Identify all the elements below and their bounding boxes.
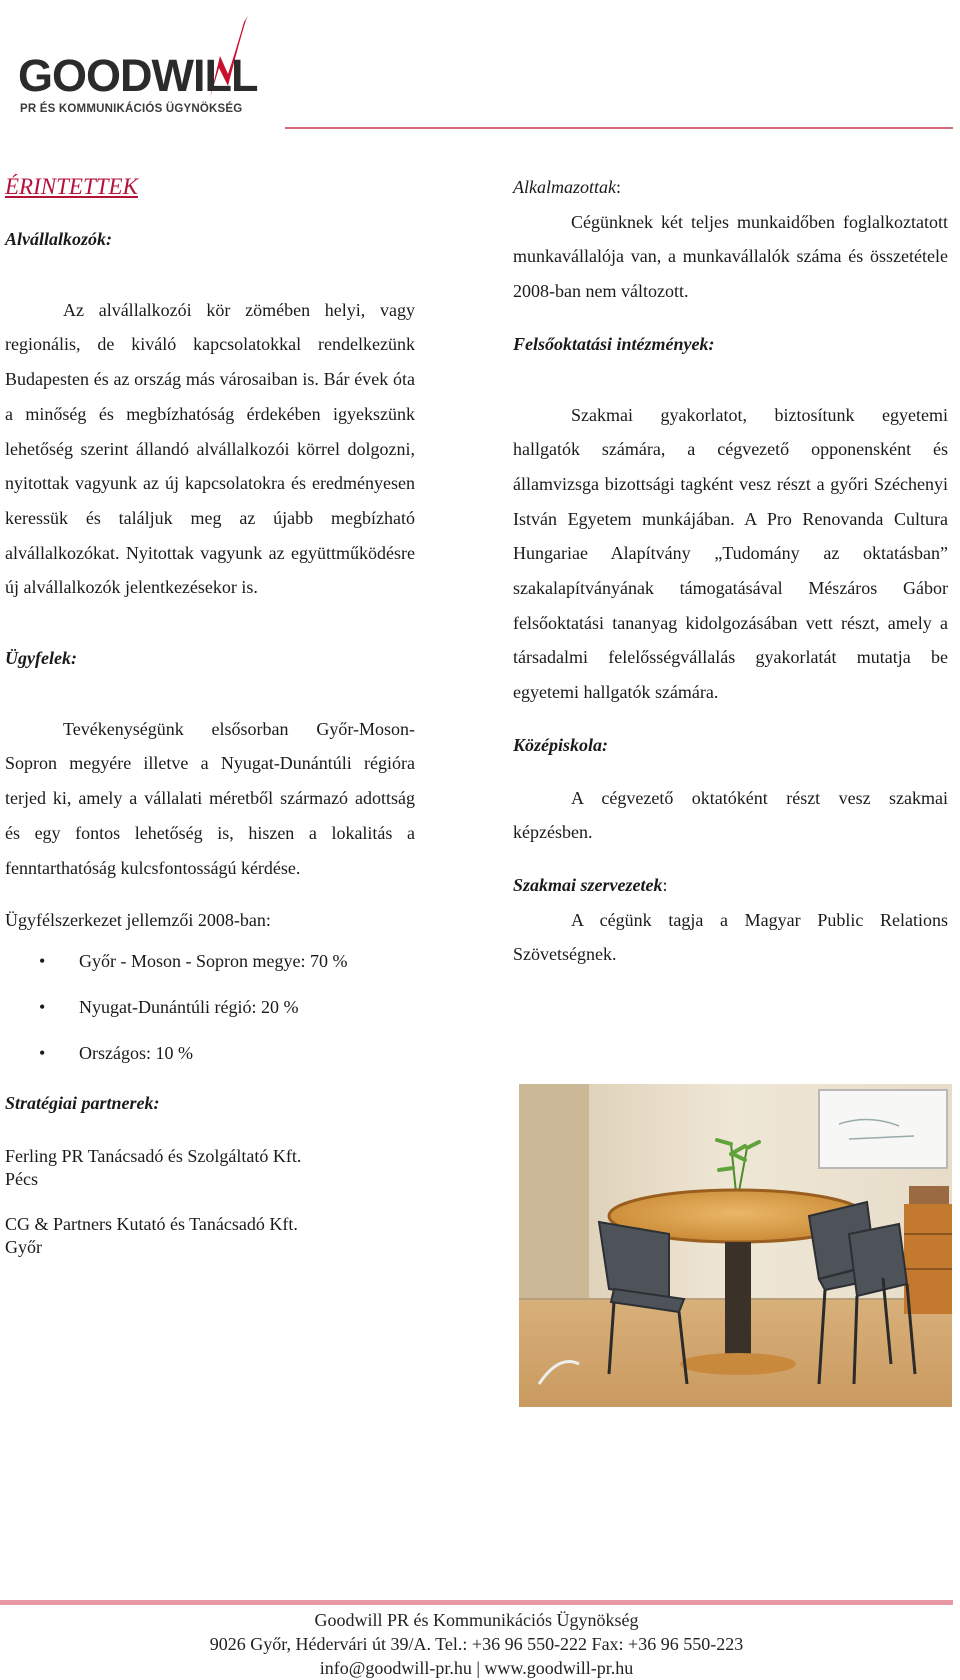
employees-heading xyxy=(513,170,948,205)
employees-heading-label: Alkalmazottak xyxy=(513,177,616,197)
page-title: ÉRINTETTEK xyxy=(5,174,138,199)
list-item: • Győr - Moson - Sopron megye: 70 % xyxy=(5,938,415,984)
professional-orgs-heading-colon: : xyxy=(662,874,668,895)
spacer xyxy=(5,885,415,903)
employees-heading-colon: : xyxy=(615,177,621,197)
clients-heading: Ügyfelek: xyxy=(5,648,77,669)
client-structure-list xyxy=(5,938,415,1076)
subcontractors-paragraph: Az alvállalkozói kör zömében helyi, vagy regionális, de kiváló kapcsolatokkal rendelkezünk Budapesten és az ország más városaiban is. Bár évek óta a minőség és megbízhatóság érdekében igyekszünk lehetőség szerint állandó alvállalkozói körrel dolgozni, nyitottak vagyunk az új kapcsolatokra és eredményesen keressük és találjuk meg az újabb megbízható alvállalkozókat. Nyitottak vagyunk az együttműködésre új alvállalkozók jelentkezésekor is. xyxy=(5,299,415,598)
spacer xyxy=(5,1191,415,1213)
spacer xyxy=(513,309,948,327)
professional-orgs-paragraph: A cégünk tagja a Magyar Public Relations Szövetségnek. xyxy=(513,909,948,965)
footer-web-line: info@goodwill-pr.hu | www.goodwill-pr.hu xyxy=(319,1658,634,1678)
partner-name: CG & Partners Kutató és Tanácsadó Kft. xyxy=(5,1213,298,1234)
logo-wordmark: GOODWILL xyxy=(18,50,258,101)
subcontractors-heading: Alvállalkozók: xyxy=(5,229,112,249)
spacer xyxy=(513,710,948,728)
header-divider xyxy=(285,127,953,129)
clients-paragraph: Tevékenységünk elsősorban Győr-Moson-Sopron megyére illetve a Nyugat-Dunántúli régióra terjed ki, amely a vállalati méretből származó adottság és egy fontos lehetőség is, hiszen a lokalitás a fenntarthatóság kulcsfontosságú kérdése. xyxy=(5,718,415,878)
spacer xyxy=(5,676,415,712)
footer-company-name: Goodwill PR és Kommunikációs Ügynökség xyxy=(314,1610,639,1630)
list-item: • Nyugat-Dunántúli régió: 20 % xyxy=(5,984,415,1030)
secondary-school-heading: Középiskola: xyxy=(513,734,609,755)
secondary-school-paragraph: A cégvezető oktatóként részt vesz szakmai képzésben. xyxy=(513,787,948,843)
employees-paragraph: Cégünknek két teljes munkaidőben foglalkoztatott munkavállalója van, a munkavállalók száma és összetétele 2008-ban nem változott. xyxy=(513,211,948,302)
footer xyxy=(0,1608,953,1680)
professional-orgs-heading xyxy=(513,868,948,903)
partner-name: Ferling PR Tanácsadó és Szolgáltató Kft. xyxy=(5,1145,302,1166)
list-item: • Országos: 10 % xyxy=(5,1030,415,1076)
footer-contact-line: 9026 Győr, Hédervári út 39/A. Tel.: +36 96 550-222 Fax: +36 96 550-223 xyxy=(209,1634,744,1654)
partner-city: Pécs xyxy=(5,1168,38,1189)
spacer xyxy=(513,763,948,781)
partner-city: Győr xyxy=(5,1236,42,1257)
company-logo xyxy=(14,6,284,118)
footer-divider xyxy=(0,1600,953,1605)
higher-education-paragraph: Szakmai gyakorlatot, biztosítunk egyetemi hallgatók számára, a cégvezető opponensként és államvizsga bizottsági tagként vesz részt a győri Széchenyi István Egyetem munkájában. A Pro Renovanda Cultura Hungariae Alapítvány „Tudomány az oktatásban” szakalapítványának támogatásával Mészáros Gábor felsőoktatási tananyag kidolgozásában vett részt, amely a társadalmi felelősségvállalás gyakorlatát mutatja be egyetemi hallgatók számára. xyxy=(513,404,948,703)
professional-orgs-heading-label: Szakmai szervezetek xyxy=(513,874,663,895)
meeting-room-photo xyxy=(519,1084,952,1407)
higher-education-heading: Felsőoktatási intézmények: xyxy=(513,333,715,354)
spacer xyxy=(5,1121,415,1145)
spacer xyxy=(5,257,415,293)
spacer xyxy=(5,1076,415,1086)
spacer xyxy=(513,850,948,868)
spacer xyxy=(5,605,415,641)
partners-heading: Stratégiai partnerek: xyxy=(5,1092,160,1113)
meeting-room-image xyxy=(519,1084,952,1407)
spacer xyxy=(513,362,948,398)
client-structure-heading: Ügyfélszerkezet jellemzői 2008-ban: xyxy=(5,910,271,931)
logo-subtitle: PR ÉS KOMMUNIKÁCIÓS ÜGYNÖKSÉG xyxy=(20,103,243,115)
right-column xyxy=(513,170,948,972)
left-column xyxy=(5,170,415,1259)
